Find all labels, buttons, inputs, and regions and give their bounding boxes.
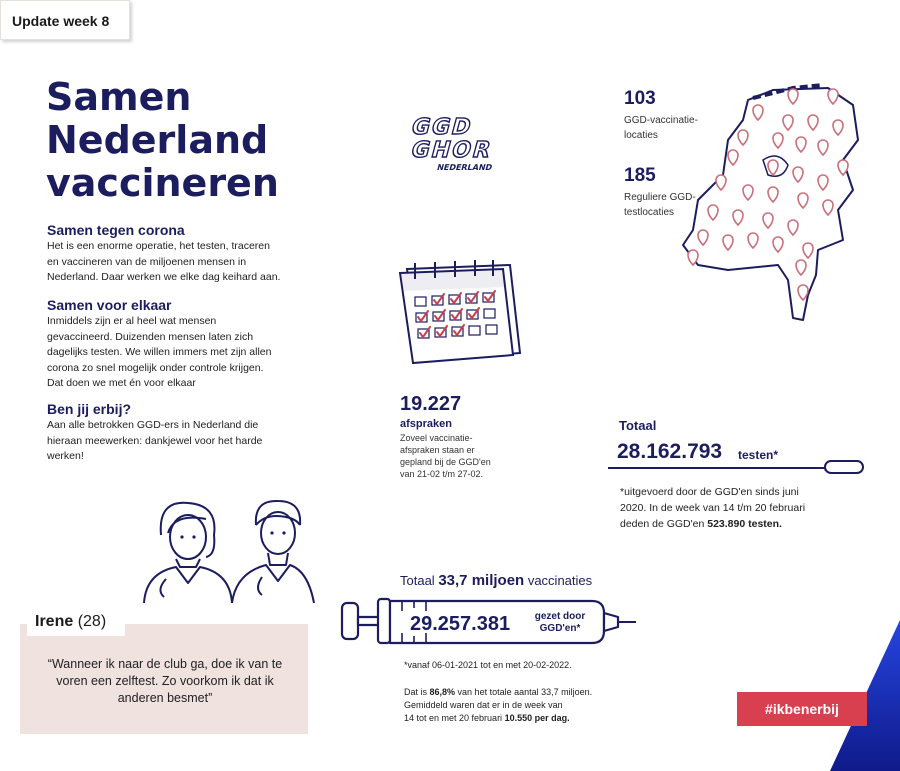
vaccinations-given-label (530, 611, 590, 635)
text-line: werken! (47, 450, 84, 462)
health-workers-illustration (136, 495, 316, 603)
quote-text (24, 656, 306, 707)
week-badge: Update week 8 (0, 0, 130, 40)
text-bold: 523.890 testen. (707, 518, 782, 530)
section-text (47, 314, 347, 392)
text-line: GGD-vaccinatie- (624, 115, 698, 126)
tests-total-label: Totaal (619, 418, 657, 433)
text-line: testlocaties (624, 207, 675, 218)
vaccinations-footnote: *vanaf 06-01-2021 tot en met 20-02-2022. (404, 660, 572, 670)
text-line: Inmiddels zijn er al heel wat mensen (47, 315, 217, 327)
text-line: Reguliere GGD- (624, 192, 696, 203)
text-line: GGD'en* (539, 623, 581, 634)
stat-description (400, 432, 491, 480)
appointments-stat (400, 393, 491, 480)
vaccinations-detail (404, 686, 654, 725)
text-line: 2020. In de week van 14 t/m 20 februari (620, 502, 806, 514)
author-name: Irene (35, 613, 74, 630)
text-line: gevaccineerd. Duizenden mensen laten zich (47, 330, 254, 343)
tests-total-number: 28.162.793 (617, 440, 723, 463)
section-text (47, 418, 347, 465)
text-line: en vaccineren van de miljoenen mensen in (47, 255, 247, 268)
text-line: Aan alle betrokken GGD-ers in Nederland die (47, 419, 259, 431)
logo-text: GGD (408, 114, 476, 140)
text-line (620, 516, 805, 532)
text-bold: 86,8% (429, 687, 456, 697)
text-line: Zoveel vaccinatie- (400, 433, 473, 443)
text-line: van 21-02 t/m 27-02. (400, 469, 484, 479)
text-line: dagelijks testen. We willen immers met zijn allen (47, 346, 272, 358)
text-line: gezet door (534, 611, 586, 622)
text-fragment: vaccinaties (527, 573, 593, 588)
text-line: corona zo snel mogelijk onder controle krijgen. (47, 361, 264, 374)
section-heading: Ben jij erbij? (47, 401, 132, 417)
text-line (404, 712, 654, 725)
title-line: Nederland (46, 118, 269, 162)
text-line: Nederland. Daar werken we elke dag keihard aan. (47, 271, 281, 283)
stat-label: afspraken (400, 418, 452, 430)
text-line: locaties (624, 130, 658, 141)
text-fragment: Dat is (404, 687, 430, 697)
text-line: gepland bij de GGD'en (400, 457, 491, 467)
stat-number: 185 (624, 165, 656, 186)
title-line: Samen (46, 75, 192, 119)
stat-number: 103 (624, 88, 656, 109)
section-heading: Samen voor elkaar (47, 297, 172, 313)
text-fragment: 14 tot en met 20 februari (404, 713, 505, 723)
text-bold: 33,7 miljoen (438, 572, 525, 589)
text-line: *uitgevoerd door de GGD'en sinds juni (620, 486, 799, 498)
author-age: (28) (77, 613, 107, 630)
stat-number: 19.227 (400, 393, 462, 415)
vaccinations-count: 29.257.381 (410, 613, 511, 635)
swab-icon (600, 455, 870, 479)
text-line: “Wanneer ik naar de club ga, doe ik van te (47, 657, 283, 671)
section-samen-tegen-corona (47, 222, 347, 286)
section-ben-jij-erbij (47, 401, 347, 465)
quote-author (27, 608, 125, 636)
page-title (46, 76, 326, 205)
section-samen-voor-elkaar (47, 297, 347, 392)
logo-text: GHOR (408, 137, 496, 163)
vaccinations-total (400, 572, 592, 589)
text-line: voren een zelftest. Zo voorkom ik dat ik (56, 674, 274, 688)
text-fragment: Totaal (400, 573, 435, 588)
netherlands-map-icon (668, 80, 868, 325)
text-line: Gemiddeld waren dat er in de week van (404, 700, 563, 710)
hashtag-badge: #ikbenerbij (737, 692, 867, 726)
text-line: hieraan meewerken: dankjewel voor het harde (47, 434, 263, 447)
calendar-icon (385, 255, 525, 375)
tests-note (620, 484, 805, 532)
text-fragment: deden de GGD'en (620, 518, 708, 530)
section-heading: Samen tegen corona (47, 222, 185, 238)
logo-text: NEDERLAND (435, 162, 494, 172)
text-bold: 10.550 per dag. (504, 713, 570, 723)
title-line: vaccineren (46, 161, 279, 205)
tests-unit: testen* (738, 448, 779, 462)
text-fragment: van het totale aantal 33,7 miljoen. (455, 687, 593, 697)
text-line: Dat doen we met én voor elkaar (47, 377, 196, 389)
text-line (404, 686, 654, 699)
ggd-ghor-logo (402, 112, 507, 176)
section-text (47, 239, 347, 286)
text-line: anderen besmet” (117, 691, 213, 705)
text-line: Het is een enorme operatie, het testen, traceren (47, 240, 270, 252)
text-line: afspraken staan er (400, 445, 475, 455)
